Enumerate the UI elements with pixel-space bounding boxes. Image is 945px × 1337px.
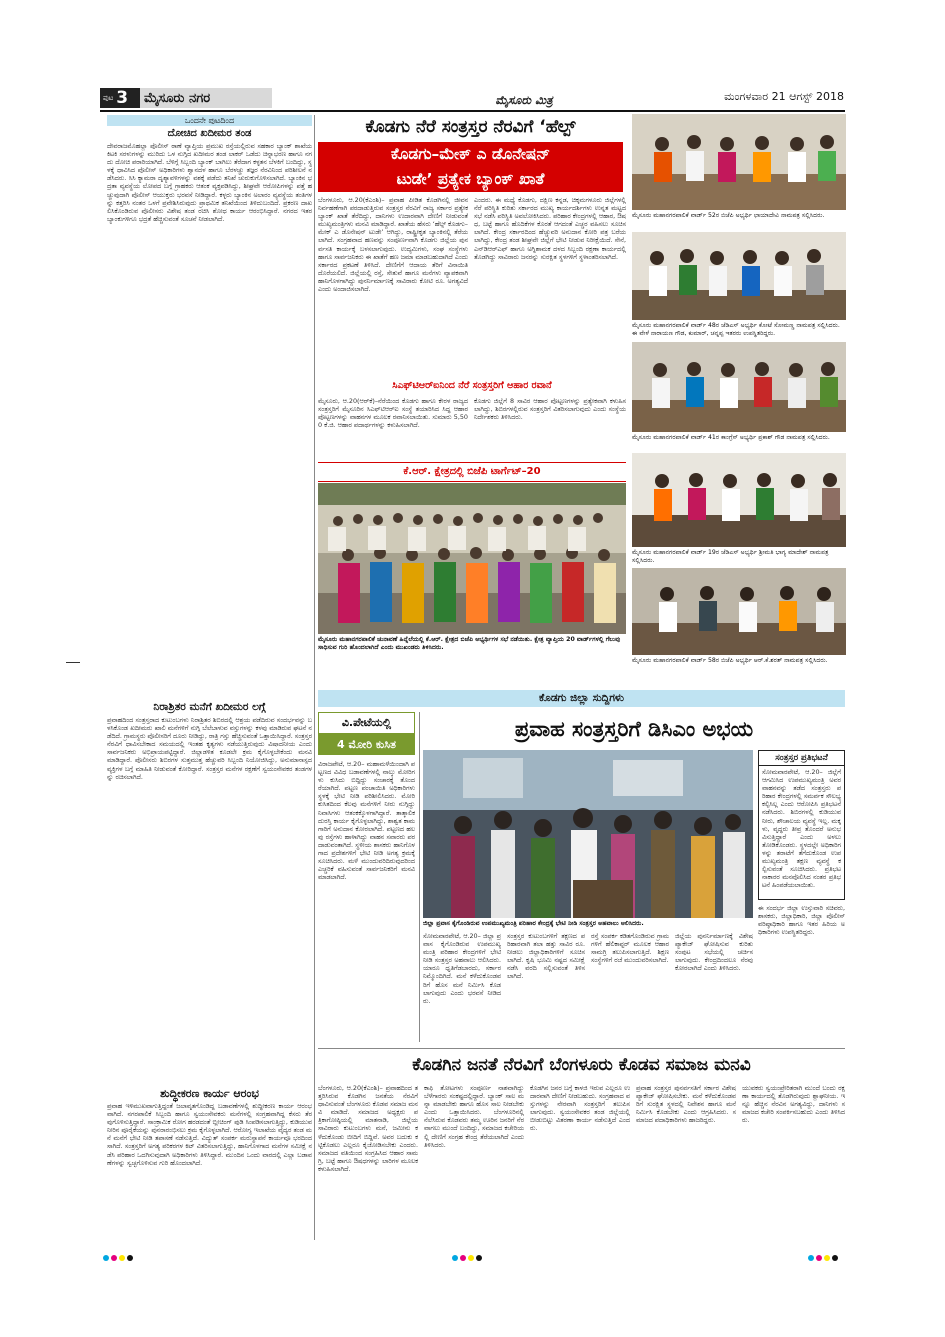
dot-cyan bbox=[103, 1255, 109, 1261]
dot-yellow bbox=[468, 1255, 474, 1261]
kodagu-news-bar bbox=[318, 690, 845, 707]
nomination-caption-1: ಮೈಸೂರು ಮಹಾನಗರಪಾಲಿಕೆ ವಾರ್ಡ್ 52ರ ಬಿಜೆಪಿ ಅಭ್ಯರ್ಥಿ ಛಾಯಾದೇವಿ ನಾಮಪತ್ರ ಸಲ್ಲಿಸಿದರು. bbox=[632, 212, 825, 219]
page-number-box bbox=[100, 88, 140, 108]
dot-magenta bbox=[816, 1255, 822, 1261]
lead-headline-3: ಟುಡೇ’ ಪ್ರತ್ಯೇಕ ಬ್ಯಾಂಕ್ ಖಾತೆ bbox=[396, 170, 545, 188]
story2-headline: ನಿರಾಶ್ರಿತರ ಮನೆಗೆ ಖದೀಮರ ಲಗ್ಗೆ bbox=[153, 701, 266, 713]
lead-body-left: ಬೆಂಗಳೂರು, ಆ.20(ಕೆಎಂಶಿ)– ಪ್ರವಾಹ ಪೀಡಿತ ಕೊಡಗಿನಲ್ಲಿ ಜೀವನ ನಿರ್ವಹಣೆಗಾಗಿ ಪರದಾಡುತ್ತಿರುವ ಸಂತ್ರಸ್ತರ ನೆರವಿಗೆ ರಾಜ್ಯ ಸರ್ಕಾರ ಪ್ರತ್ಯೇಕ ಬ್ಯಾಂಕ್ ಖಾತೆ ತೆರೆದಿದ್ದು, ದಾನಿಗಳು ಉದಾರವಾಗಿ ದೇಣಿಗೆ ನೀಡುವಂತೆ ಮುಖ್ಯಮಂತ್ರಿಗಳು ಮನವಿ ಮಾಡಿದ್ದಾರೆ. ಖಾತೆಯ ಹೆಸರು ‘ಹೆಲ್ಪ್ ಕೊಡಗು–ಮೇಕ್ ಎ ಡೊನೇಷನ್ ಟುಡೇ’ ಆಗಿದ್ದು, ರಾಷ್ಟ್ರೀಕೃತ ಬ್ಯಾಂಕಿನಲ್ಲಿ ತೆರೆಯಲಾಗಿದೆ. ಸಂಗ್ರಹವಾದ ಹಣವನ್ನು ಸಂಪೂರ್ಣವಾಗಿ ಕೊಡಗು ಜಿಲ್ಲೆಯ ಪುನರ್ವಸತಿ ಕಾರ್ಯಕ್ಕೆ ಬಳಸಲಾಗುವುದು. ಉದ್ಯಮಿಗಳು, ಸಂಘ ಸಂಸ್ಥೆಗಳು ಹಾಗೂ ಸಾರ್ವಜನಿಕರು ಈ ಖಾತೆಗೆ ಹಣ ಜಮಾ ಮಾಡಬಹುದಾಗಿದೆ ಎಂದು ಸರ್ಕಾರದ ಪ್ರಕಟಣೆ ತಿಳಿಸಿದೆ. ದೇಣಿಗೆಗೆ ಆದಾಯ ತೆರಿಗೆ ವಿನಾಯಿತಿ ದೊರೆಯಲಿದೆ. ಜಿಲ್ಲೆಯಲ್ಲಿ ರಸ್ತೆ, ಸೇತುವೆ ಹಾಗೂ ಮನೆಗಳು ವ್ಯಾಪಕವಾಗಿ ಹಾನಿಗೊಳಗಾಗಿದ್ದು ಪುನರ್ನಿರ್ಮಾಣಕ್ಕೆ ಸಾವಿರಾರು ಕೋಟಿ ರೂ. ಅಗತ್ಯವಿದೆ ಎಂದು ಅಂದಾಜಿಸಲಾಗಿದೆ. bbox=[318, 196, 468, 294]
masthead-rule bbox=[100, 110, 845, 112]
lead-headline-2: ಕೊಡಗು–ಮೇಕ್ ಎ ಡೊನೇಷನ್ bbox=[390, 145, 551, 163]
bjp-headline: ಕೆ.ಆರ್. ಕ್ಷೇತ್ರದಲ್ಲಿ ಬಿಜೆಪಿ ಟಾರ್ಗೆಟ್–20 bbox=[403, 466, 541, 477]
dcm-body-b: ಸಂತ್ರಸ್ತರ ಕುಟುಂಬಗಳಿಗೆ ತಕ್ಷಣದ ಪರಿಹಾರವಾಗಿ ತಲಾ ಹತ್ತು ಸಾವಿರ ರೂ. ನೀಡಲು ಜಿಲ್ಲಾಧಿಕಾರಿಗಳಿಗೆ ಸೂಚಿಸಲಾಗಿದೆ. ಕೃಷಿ ಭೂಮಿ ನಷ್ಟದ ಸಮೀಕ್ಷೆ ನಡೆಸಿ ವರದಿ ಸಲ್ಲಿಸುವಂತೆ ತಿಳಿಸಲಾಗಿದೆ. bbox=[507, 932, 585, 981]
virajpet-headline-1: ವಿ.ಪೇಟೆಯಲ್ಲಿ bbox=[318, 712, 415, 734]
dcm-body-c: ರಸ್ತೆ ಸಂಪರ್ಕ ಕಡಿತಗೊಂಡಿರುವ ಗ್ರಾಮಗಳಿಗೆ ಹೆಲಿಕಾಪ್ಟರ್ ಮೂಲಕ ಆಹಾರ ಸಾಮಗ್ರಿ ತಲುಪಿಸಲಾಗುತ್ತಿದೆ. ಶಿಕ್ಷಣ ಸಂಸ್ಥೆಗಳಿಗೆ ರಜೆ ಮುಂದುವರಿಸಲಾಗಿದೆ. bbox=[591, 932, 669, 965]
paper-logo: ಮೈಸೂರು ಮಿತ್ರ bbox=[495, 93, 553, 107]
bottom-col-4: ಪ್ರವಾಹ ಸಂತ್ರಸ್ತರ ಪುನರ್ವಸತಿಗೆ ಸರ್ಕಾರ ವಿಶೇಷ ಪ್ಯಾಕೇಜ್ ಘೋಷಿಸಬೇಕು. ಮನೆ ಕಳೆದುಕೊಂಡವರಿಗೆ ಸುರಕ್ಷಿತ ಸ್ಥಳದಲ್ಲಿ ನಿವೇಶನ ಹಾಗೂ ಮನೆ ನಿರ್ಮಿಸಿ ಕೊಡಬೇಕು ಎಂದು ಆಗ್ರಹಿಸಿದರು. ಸಮಾಜದ ಪದಾಧಿಕಾರಿಗಳು ಹಾಜರಿದ್ದರು. bbox=[636, 1084, 736, 1125]
dot-magenta bbox=[460, 1255, 466, 1261]
nomination-photo-4 bbox=[632, 453, 846, 547]
protest-sidebar bbox=[758, 750, 845, 900]
dcm-body-a: ಸೋಮವಾರಪೇಟೆ, ಆ.20– ಜಿಲ್ಲಾ ಪ್ರವಾಸ ಕೈಗೊಂಡಿರುವ ಉಪಮುಖ್ಯಮಂತ್ರಿ ಪರಿಹಾರ ಕೇಂದ್ರಗಳಿಗೆ ಭೇಟಿ ನೀಡಿ ಸಂತ್ರಸ್ತರ ಅಹವಾಲು ಆಲಿಸಿದರು. ಯಾರೂ ಧೃತಿಗೆಡಬಾರದು, ಸರ್ಕಾರ ನಿಮ್ಮೊಂದಿಗಿದೆ. ಮನೆ ಕಳೆದುಕೊಂಡವರಿಗೆ ಹೊಸ ಮನೆ ನಿರ್ಮಿಸಿ ಕೊಡಲಾಗುವುದು ಎಂದು ಭರವಸೆ ನೀಡಿದರು. bbox=[423, 932, 501, 1005]
dcm-headline: ಪ್ರವಾಹ ಸಂತ್ರಸ್ತರಿಗೆ ಡಿಸಿಎಂ ಅಭಯ bbox=[514, 717, 754, 741]
registration-dots-center bbox=[452, 1246, 484, 1265]
left-column bbox=[107, 115, 312, 1240]
cftri-body-right: ಕೊಡಗು ಜಿಲ್ಲೆಗೆ 8 ಸಾವಿರ ಆಹಾರ ಪೊಟ್ಟಣಗಳನ್ನು ಪ್ರತ್ಯೇಕವಾಗಿ ಕಳುಹಿಸಲಾಗಿದ್ದು, ಶಿಬಿರಗಳಲ್ಲಿರುವ ಸಂತ್ರಸ್ತರಿಗೆ ವಿತರಿಸಲಾಗುವುದು ಎಂದು ಸಂಸ್ಥೆಯ ನಿರ್ದೇಶಕರು ತಿಳಿಸಿದರು. bbox=[474, 397, 626, 422]
bottom-col-1: ಬೆಂಗಳೂರು, ಆ.20(ಕೆಎಂಶಿ)– ಪ್ರವಾಹದಿಂದ ತತ್ತರಿಸಿರುವ ಕೊಡಗಿನ ಜನತೆಯ ನೆರವಿಗೆ ಧಾವಿಸುವಂತೆ ಬೆಂಗಳೂರು ಕೊಡವ ಸಮಾಜ ಮನವಿ ಮಾಡಿದೆ. ಸಮಾಜದ ಅಧ್ಯಕ್ಷರು ಪತ್ರಿಕಾಗೋಷ್ಠಿಯಲ್ಲಿ ಮಾತನಾಡಿ, ಜಿಲ್ಲೆಯ ಸಾವಿರಾರು ಕುಟುಂಬಗಳು ಮನೆ, ಜಮೀನು ಕಳೆದುಕೊಂಡು ಬೀದಿಗೆ ಬಿದ್ದಿವೆ. ಅವರ ಬದುಕು ಕಟ್ಟಿಕೊಡಲು ಎಲ್ಲರೂ ಕೈಜೋಡಿಸಬೇಕು ಎಂದರು. ಸಮಾಜದ ವತಿಯಿಂದ ಸಂಗ್ರಹಿಸಿದ ಆಹಾರ ಸಾಮಗ್ರಿ, ಬಟ್ಟೆ ಹಾಗೂ ಔಷಧಗಳನ್ನು ಲಾರಿಗಳ ಮೂಲಕ ಕಳುಹಿಸಲಾಗಿದೆ. bbox=[318, 1084, 418, 1173]
registration-dots-right bbox=[808, 1246, 840, 1265]
dot-black bbox=[127, 1255, 133, 1261]
bottom-col-2: ಕಾಫಿ ತೋಟಗಳು ಸಂಪೂರ್ಣ ನಾಶವಾಗಿದ್ದು ಬೆಳೆಗಾರರು ಸಂಕಷ್ಟದಲ್ಲಿದ್ದಾರೆ. ಬ್ಯಾಂಕ್ ಸಾಲ ಮನ್ನಾ ಮಾಡಬೇಕು ಹಾಗೂ ಹೊಸ ಸಾಲ ನೀಡಬೇಕು ಎಂದು ಒತ್ತಾಯಿಸಿದರು. ಬೆಂಗಳೂರಿನಲ್ಲಿ ನೆಲೆಸಿರುವ ಕೊಡವರು ತಮ್ಮ ಊರಿನ ಜನರಿಗೆ ನೆರವಾಗಲು ಮುಂದೆ ಬಂದಿದ್ದು, ಸಮಾಜದ ಕಚೇರಿಯಲ್ಲಿ ದೇಣಿಗೆ ಸಂಗ್ರಹ ಕೇಂದ್ರ ತೆರೆಯಲಾಗಿದೆ ಎಂದು ತಿಳಿಸಿದರು. bbox=[424, 1084, 524, 1149]
bjp-group-photo bbox=[318, 483, 626, 634]
lead-body-right: ಎಂದರು. ಈ ಮಧ್ಯೆ ಕೊಡಗು, ದಕ್ಷಿಣ ಕನ್ನಡ, ಚಿಕ್ಕಮಗಳೂರು ಜಿಲ್ಲೆಗಳಲ್ಲಿ ನೆರೆ ಪರಿಸ್ಥಿತಿ ಕುರಿತು ಸರ್ಕಾರದ ಮುಖ್ಯ ಕಾರ್ಯದರ್ಶಿಗಳು ಉನ್ನತ ಮಟ್ಟದ ಸಭೆ ನಡೆಸಿ ಪರಿಸ್ಥಿತಿ ಅವಲೋಕಿಸಿದರು. ಪರಿಹಾರ ಕೇಂದ್ರಗಳಲ್ಲಿ ಆಹಾರ, ಔಷಧ, ಬಟ್ಟೆ ಹಾಗೂ ಹೊದಿಕೆಗಳ ಕೊರತೆ ಆಗದಂತೆ ಎಚ್ಚರ ವಹಿಸಲು ಸೂಚಿಸಲಾಗಿದೆ. ಕೇಂದ್ರ ಸರ್ಕಾರದಿಂದ ಹೆಚ್ಚುವರಿ ಅನುದಾನ ಕೋರಿ ಪತ್ರ ಬರೆಯಲಾಗಿದ್ದು, ಕೇಂದ್ರ ತಂಡ ಶೀಘ್ರವೇ ಜಿಲ್ಲೆಗೆ ಭೇಟಿ ನೀಡುವ ನಿರೀಕ್ಷೆಯಿದೆ. ಸೇನೆ, ಎನ್‌ಡಿಆರ್‌ಎಫ್ ಹಾಗೂ ಅಗ್ನಿಶಾಮಕ ದಳದ ಸಿಬ್ಬಂದಿ ರಕ್ಷಣಾ ಕಾರ್ಯದಲ್ಲಿ ತೊಡಗಿದ್ದು ಸಾವಿರಾರು ಜನರನ್ನು ಸುರಕ್ಷಿತ ಸ್ಥಳಗಳಿಗೆ ಸ್ಥಳಾಂತರಿಸಲಾಗಿದೆ. bbox=[474, 196, 626, 261]
section-title-box bbox=[140, 88, 272, 108]
page-label: ಪುಟ bbox=[103, 93, 114, 102]
story2-body: ಪ್ರವಾಹದಿಂದ ಸಂತ್ರಸ್ತರಾದ ಕುಟುಂಬಗಳು ನಿರಾಶ್ರಿತರ ಶಿಬಿರದಲ್ಲಿ ಆಶ್ರಯ ಪಡೆದಿರುವ ಸಂದರ್ಭವನ್ನು ಬಳಸಿಕೊಂಡ ಖದೀಮರು ಖಾಲಿ ಮನೆಗಳಿಗೆ ನುಗ್ಗಿ ಬೆಲೆಬಾಳುವ ವಸ್ತುಗಳನ್ನು ಕಳವು ಮಾಡಿರುವ ಘಟನೆ ನಡೆದಿದೆ. ಗ್ರಾಮಸ್ಥರು ಪೊಲೀಸರಿಗೆ ದೂರು ನೀಡಿದ್ದು, ರಾತ್ರಿ ಗಸ್ತು ಹೆಚ್ಚಿಸುವಂತೆ ಒತ್ತಾಯಿಸಿದ್ದಾರೆ. ಸಂತ್ರಸ್ತರ ನೆರವಿಗೆ ಧಾವಿಸಬೇಕಾದ ಸಮಯದಲ್ಲಿ ಇಂತಹ ಕೃತ್ಯಗಳು ನಡೆಯುತ್ತಿರುವುದು ವಿಷಾದನೀಯ ಎಂದು ಸಾರ್ವಜನಿಕರು ಅಭಿಪ್ರಾಯಪಟ್ಟಿದ್ದಾರೆ. ಜಿಲ್ಲಾಡಳಿತ ಕೂಡಲೇ ಕ್ರಮ ಕೈಗೊಳ್ಳಬೇಕೆಂದು ಮನವಿ ಮಾಡಿದ್ದಾರೆ. ಪೊಲೀಸರು ಶಿಬಿರಗಳ ಸುತ್ತಮುತ್ತ ಹೆಚ್ಚುವರಿ ಸಿಬ್ಬಂದಿ ನಿಯೋಜಿಸಿದ್ದು, ಅನುಮಾನಾಸ್ಪದ ವ್ಯಕ್ತಿಗಳ ಬಗ್ಗೆ ಮಾಹಿತಿ ನೀಡುವಂತೆ ಕೋರಿದ್ದಾರೆ. ಸಂತ್ರಸ್ತರ ಮನೆಗಳ ರಕ್ಷಣೆಗೆ ಸ್ವಯಂಸೇವಕರ ತಂಡಗಳನ್ನು ರಚಿಸಲಾಗಿದೆ. bbox=[107, 716, 312, 781]
nomination-caption-4: ಮೈಸೂರು ಮಹಾನಗರಪಾಲಿಕೆ ವಾರ್ಡ್ 19ರ ಜೆಡಿಎಸ್ ಅಭ್ಯರ್ಥಿ ಶ್ರೀಮತಿ ಭಾಗ್ಯ ಮಾದೇಶ್ ನಾಮಪತ್ರ ಸಲ್ಲಿಸಿದರು. bbox=[632, 549, 829, 564]
protest-sidebar-headline: ಸಂತ್ರಸ್ತರ ಪ್ರತಿಭಟನೆ bbox=[759, 751, 844, 766]
nomination-photo-2 bbox=[632, 232, 846, 320]
dot-black bbox=[476, 1255, 482, 1261]
story1-body: ದೇವರಾಜಮೊಹಲ್ಲಾ ಪೊಲೀಸ್ ಠಾಣೆ ವ್ಯಾಪ್ತಿಯ ಪ್ರಮುಖ ರಸ್ತೆಯಲ್ಲಿರುವ ಸಹಕಾರ ಬ್ಯಾಂಕ್ ಶಾಖೆಯ ಕಿಟಕಿ ಸರಳುಗಳನ್ನು ಮುರಿದು ಒಳ ನುಗ್ಗಿದ ಖದೀಮರ ತಂಡ ಲಾಕರ್ ಒಡೆದು ಚಿನ್ನಾಭರಣ ಹಾಗೂ ನಗದು ದೋಚಿ ಪರಾರಿಯಾಗಿದೆ. ಬೆಳಿಗ್ಗೆ ಸಿಬ್ಬಂದಿ ಬ್ಯಾಂಕ್ ಬಾಗಿಲು ತೆರೆದಾಗ ಕಳ್ಳತನ ಬೆಳಕಿಗೆ ಬಂದಿದ್ದು, ಸ್ಥಳಕ್ಕೆ ಧಾವಿಸಿದ ಪೊಲೀಸ್ ಅಧಿಕಾರಿಗಳು ಶ್ವಾನದಳ ಹಾಗೂ ಬೆರಳಚ್ಚು ತಜ್ಞರ ನೆರವಿನಿಂದ ಪರಿಶೀಲನೆ ನಡೆಸಿದರು. ಸಿಸಿ ಕ್ಯಾಮರಾ ದೃಶ್ಯಾವಳಿಗಳನ್ನು ವಶಕ್ಕೆ ಪಡೆದು ತನಿಖೆ ಚುರುಕುಗೊಳಿಸಲಾಗಿದೆ. ಬ್ಯಾಂಕಿನ ಭದ್ರತಾ ವ್ಯವಸ್ಥೆಯ ಲೋಪದ ಬಗ್ಗೆ ಗ್ರಾಹಕರು ಆತಂಕ ವ್ಯಕ್ತಪಡಿಸಿದ್ದು, ಶೀಘ್ರವೇ ಆರೋಪಿಗಳನ್ನು ಪತ್ತೆ ಹಚ್ಚುವುದಾಗಿ ಪೊಲೀಸ್ ಆಯುಕ್ತರು ಭರವಸೆ ನೀಡಿದ್ದಾರೆ. ಕಳ್ಳರು ಬ್ಯಾಂಕಿನ ಅಲಾರಂ ವ್ಯವಸ್ಥೆಯ ತಂತಿಗಳನ್ನು ಕತ್ತರಿಸಿ ನಂತರ ಒಳಗೆ ಪ್ರವೇಶಿಸಿರುವುದು ಪ್ರಾಥಮಿಕ ತನಿಖೆಯಿಂದ ತಿಳಿದುಬಂದಿದೆ. ಪ್ರಕರಣ ದಾಖಲಿಸಿಕೊಂಡಿರುವ ಪೊಲೀಸರು ವಿಶೇಷ ತಂಡ ರಚಿಸಿ ಶೋಧ ಕಾರ್ಯ ಆರಂಭಿಸಿದ್ದಾರೆ. ನಗರದ ಇತರ ಬ್ಯಾಂಕುಗಳಿಗೂ ಭದ್ರತೆ ಹೆಚ್ಚಿಸುವಂತೆ ಸೂಚನೆ ನೀಡಲಾಗಿದೆ. bbox=[107, 142, 312, 223]
bjp-headline-bar bbox=[318, 462, 626, 482]
cftri-body-left: ಮೈಸೂರು, ಆ.20(ಆರ್‌ಕೆ)–ನೆರೆಯಿಂದ ಕೊಡಗು ಹಾಗೂ ಕೇರಳ ರಾಜ್ಯದ ಸಂತ್ರಸ್ತರಿಗೆ ಮೈಸೂರಿನ ಸಿಎಫ್‌ಟಿಆರ್‌ಐ ಸಂಸ್ಥೆ ತಯಾರಿಸಿದ ಸಿದ್ಧ ಆಹಾರ ಪೊಟ್ಟಣಗಳನ್ನು ವಾಹನಗಳ ಮೂಲಕ ರವಾನಿಸಲಾಯಿತು. ಸುಮಾರು 5,500 ಕೆ.ಜಿ. ಆಹಾರ ಪದಾರ್ಥಗಳನ್ನು ಕಳುಹಿಸಲಾಗಿದೆ. bbox=[318, 397, 468, 430]
registration-dots-left bbox=[103, 1246, 135, 1265]
column-rule-left bbox=[314, 115, 315, 1240]
story3-headline: ಶುದ್ಧೀಕರಣ ಕಾರ್ಯ ಆರಂಭ bbox=[160, 1087, 259, 1100]
virajpet-body: ವಿರಾಜಪೇಟೆ, ಆ.20– ಮಹಾಮಳೆಯಿಂದಾಗಿ ಪಟ್ಟಣದ ವಿವಿಧ ಬಡಾವಣೆಗಳಲ್ಲಿ ನಾಲ್ಕು ಮೋರಿಗಳು ಕುಸಿದು ಬಿದ್ದಿದ್ದು ಸಂಚಾರಕ್ಕೆ ತೊಂದರೆಯಾಗಿದೆ. ಪಟ್ಟಣ ಪಂಚಾಯಿತಿ ಅಧಿಕಾರಿಗಳು ಸ್ಥಳಕ್ಕೆ ಭೇಟಿ ನೀಡಿ ಪರಿಶೀಲಿಸಿದರು. ಮೋರಿ ಕುಸಿತದಿಂದ ಕೆಲವು ಮನೆಗಳಿಗೆ ನೀರು ನುಗ್ಗಿದ್ದು ನಿವಾಸಿಗಳು ಆತಂಕಕ್ಕೊಳಗಾಗಿದ್ದಾರೆ. ತಾತ್ಕಾಲಿಕ ದುರಸ್ತಿ ಕಾರ್ಯ ಕೈಗೊಳ್ಳಲಾಗಿದ್ದು, ಶಾಶ್ವತ ಕಾಮಗಾರಿಗೆ ಅನುದಾನ ಕೋರಲಾಗಿದೆ. ಪಟ್ಟಣದ ಹಲವು ರಸ್ತೆಗಳು ಹಾಳಾಗಿದ್ದು ವಾಹನ ಸವಾರರು ಪರದಾಡುವಂತಾಗಿದೆ. ಸ್ಥಳೀಯ ಶಾಸಕರು ಹಾನಿಗೊಳಗಾದ ಪ್ರದೇಶಗಳಿಗೆ ಭೇಟಿ ನೀಡಿ ಅಗತ್ಯ ಕ್ರಮಕ್ಕೆ ಸೂಚಿಸಿದರು. ಮಳೆ ಮುಂದುವರಿದಿರುವುದರಿಂದ ಎಚ್ಚರಿಕೆ ವಹಿಸುವಂತೆ ಸಾರ್ವಜನಿಕರಿಗೆ ಮನವಿ ಮಾಡಲಾಗಿದೆ. bbox=[318, 760, 415, 882]
bottom-col-5: ಯುವಕರು ಸ್ವಯಂಪ್ರೇರಿತರಾಗಿ ಮುಂದೆ ಬಂದು ರಕ್ಷಣಾ ಕಾರ್ಯದಲ್ಲಿ ತೊಡಗಿರುವುದು ಶ್ಲಾಘನೀಯ. ಇನ್ನೂ ಹೆಚ್ಚಿನ ನೆರವಿನ ಅಗತ್ಯವಿದ್ದು, ದಾನಿಗಳು ಸಮಾಜದ ಕಚೇರಿ ಸಂಪರ್ಕಿಸಬಹುದು ಎಂದು ತಿಳಿಸಿದರು. bbox=[742, 1084, 845, 1125]
kodagu-news-bar-label: ಕೊಡಗು ಜಿಲ್ಲಾ ಸುದ್ದಿಗಳು bbox=[538, 692, 625, 704]
dot-cyan bbox=[808, 1255, 814, 1261]
bjp-photo-caption: ಮೈಸೂರು ಮಹಾನಗರಪಾಲಿಕೆ ಚುನಾವಣೆ ಹಿನ್ನೆಲೆಯಲ್ಲಿ ಕೆ.ಆರ್. ಕ್ಷೇತ್ರದ ಬಿಜೆಪಿ ಅಭ್ಯರ್ಥಿಗಳ ಸಭೆ ನಡೆಯಿತು. ಕ್ಷೇತ್ರ ವ್ಯಾಪ್ತಿಯ 20 ವಾರ್ಡ್‌ಗಳಲ್ಲಿ ಗೆಲುವು ಸಾಧಿಸುವ ಗುರಿ ಹೊಂದಲಾಗಿದೆ ಎಂದು ಮುಖಂಡರು ತಿಳಿಸಿದರು. bbox=[318, 636, 621, 651]
right-photo-column bbox=[632, 114, 846, 674]
virajpet-headline-2: 4 ಮೋರಿ ಕುಸಿತ bbox=[318, 734, 415, 755]
dot-cyan bbox=[452, 1255, 458, 1261]
column-rule-kodagu bbox=[419, 712, 420, 1042]
virajpet-headline-box bbox=[318, 712, 415, 756]
bottom-col-3: ಕೊಡಗಿನ ಜನರ ಬಗ್ಗೆ ಕಾಳಜಿ ಇರುವ ಎಲ್ಲರೂ ಉದಾರವಾಗಿ ದೇಣಿಗೆ ನೀಡಬಹುದು. ಸಂಗ್ರಹವಾದ ವಸ್ತುಗಳನ್ನು ನೇರವಾಗಿ ಸಂತ್ರಸ್ತರಿಗೆ ತಲುಪಿಸಲಾಗುವುದು. ಸ್ವಯಂಸೇವಕರ ತಂಡ ಜಿಲ್ಲೆಯಲ್ಲಿ ಬೀಡುಬಿಟ್ಟು ವಿತರಣಾ ಕಾರ್ಯ ನಡೆಸುತ್ತಿದೆ ಎಂದರು. bbox=[530, 1084, 630, 1133]
bottom-rule bbox=[318, 1048, 845, 1049]
continued-banner: ಒಂದನೇ ಪುಟದಿಂದ bbox=[107, 115, 312, 126]
margin-mark bbox=[66, 662, 80, 663]
page-number: 3 bbox=[116, 88, 129, 108]
protest-sidebar-body: ಸೋಮವಾರಪೇಟೆ, ಆ.20– ಜಿಲ್ಲೆಗೆ ಆಗಮಿಸಿದ ಉಪಮುಖ್ಯಮಂತ್ರಿ ಅವರ ವಾಹನವನ್ನು ತಡೆದ ಸಂತ್ರಸ್ತರು ಪರಿಹಾರ ಕೇಂದ್ರಗಳಲ್ಲಿ ಸಮರ್ಪಕ ಸೌಲಭ್ಯ ಕಲ್ಪಿಸಿಲ್ಲ ಎಂದು ಆರೋಪಿಸಿ ಪ್ರತಿಭಟನೆ ನಡೆಸಿದರು. ಶಿಬಿರಗಳಲ್ಲಿ ಕುಡಿಯುವ ನೀರು, ಶೌಚಾಲಯ ವ್ಯವಸ್ಥೆ ಇಲ್ಲ. ಮಕ್ಕಳು, ವೃದ್ಧರು ತೀವ್ರ ತೊಂದರೆ ಅನುಭವಿಸುತ್ತಿದ್ದಾರೆ ಎಂದು ಅಳಲು ತೋಡಿಕೊಂಡರು. ಸ್ಥಳದಲ್ಲೇ ಅಧಿಕಾರಿಗಳನ್ನು ತರಾಟೆಗೆ ತೆಗೆದುಕೊಂಡ ಉಪಮುಖ್ಯಮಂತ್ರಿ ತಕ್ಷಣ ವ್ಯವಸ್ಥೆ ಕಲ್ಪಿಸುವಂತೆ ಸೂಚಿಸಿದರು. ಪ್ರತಿಭಟನಾಕಾರರ ಮನವೊಲಿಸಿದ ನಂತರ ಪ್ರತಿಭಟನೆ ಹಿಂಪಡೆಯಲಾಯಿತು. bbox=[762, 768, 841, 890]
story1-headline: ದೋಚಿದ ಖದೀಮರ ತಂಡ bbox=[167, 128, 252, 139]
protest-sidebar-tail: ಈ ಸಂದರ್ಭ ಜಿಲ್ಲಾ ಉಸ್ತುವಾರಿ ಸಚಿವರು, ಶಾಸಕರು, ಜಿಲ್ಲಾಧಿಕಾರಿ, ಜಿಲ್ಲಾ ಪೊಲೀಸ್ ವರಿಷ್ಠಾಧಿಕಾರಿ ಹಾಗೂ ಇತರ ಹಿರಿಯ ಅಧಿಕಾರಿಗಳು ಉಪಸ್ಥಿತರಿದ್ದರು. bbox=[758, 904, 845, 937]
nomination-photo-5 bbox=[632, 568, 846, 655]
dot-black bbox=[832, 1255, 838, 1261]
section-title: ಮೈಸೂರು ನಗರ bbox=[144, 90, 211, 106]
masthead bbox=[100, 88, 845, 112]
dcm-photo-caption: ಜಿಲ್ಲಾ ಪ್ರವಾಸ ಕೈಗೊಂಡಿರುವ ಉಪಮುಖ್ಯಮಂತ್ರಿ ಪರಿಹಾರ ಕೇಂದ್ರಕ್ಕೆ ಭೇಟಿ ನೀಡಿ ಸಂತ್ರಸ್ತರ ಅಹವಾಲು ಆಲಿಸಿದರು. bbox=[423, 920, 644, 927]
bottom-headline: ಕೊಡಗಿನ ಜನತೆ ನೆರವಿಗೆ ಬೆಂಗಳೂರು ಕೊಡವ ಸಮಾಜ ಮನವಿ bbox=[412, 1055, 751, 1075]
nomination-caption-5: ಮೈಸೂರು ಮಹಾನಗರಪಾಲಿಕೆ ವಾರ್ಡ್ 58ರ ಬಿಜೆಪಿ ಅಭ್ಯರ್ಥಿ ಆರ್.ಕೆ.ಶರತ್ ನಾಮಪತ್ರ ಸಲ್ಲಿಸಿದರು. bbox=[632, 657, 828, 664]
issue-date: ಮಂಗಳವಾರ 21 ಆಗಸ್ಟ್ 2018 bbox=[724, 90, 844, 103]
dcm-visit-photo bbox=[423, 750, 753, 918]
story3-body: ಪ್ರವಾಹ ಇಳಿಮುಖವಾಗುತ್ತಿದ್ದಂತೆ ಜಲಾವೃತಗೊಂಡಿದ್ದ ಬಡಾವಣೆಗಳಲ್ಲಿ ಶುದ್ಧೀಕರಣ ಕಾರ್ಯ ಆರಂಭವಾಗಿದೆ. ನಗರಪಾಲಿಕೆ ಸಿಬ್ಬಂದಿ ಹಾಗೂ ಸ್ವಯಂಸೇವಕರು ಮನೆಗಳಲ್ಲಿ ಸಂಗ್ರಹವಾಗಿದ್ದ ಕೆಸರು ತೆರವುಗೊಳಿಸುತ್ತಿದ್ದಾರೆ. ಸಾಂಕ್ರಾಮಿಕ ರೋಗ ಹರಡದಂತೆ ಬ್ಲೀಚಿಂಗ್ ಪುಡಿ ಸಿಂಪಡಿಸಲಾಗುತ್ತಿದ್ದು, ಕುಡಿಯುವ ನೀರಿನ ಪೂರೈಕೆಯನ್ನು ಪುನರಾರಂಭಿಸಲು ಕ್ರಮ ಕೈಗೊಳ್ಳಲಾಗಿದೆ. ಆರೋಗ್ಯ ಇಲಾಖೆಯ ವೈದ್ಯರ ತಂಡ ಮನೆ ಮನೆಗೆ ಭೇಟಿ ನೀಡಿ ತಪಾಸಣೆ ನಡೆಸುತ್ತಿದೆ. ವಿದ್ಯುತ್ ಸಂಪರ್ಕ ಮರುಸ್ಥಾಪನೆ ಕಾರ್ಯವೂ ಭರದಿಂದ ಸಾಗಿದೆ. ಸಂತ್ರಸ್ತರಿಗೆ ಅಗತ್ಯ ಪರಿಕರಗಳ ಕಿಟ್ ವಿತರಿಸಲಾಗುತ್ತಿದ್ದು, ಹಾನಿಗೊಳಗಾದ ಮನೆಗಳ ಸಮೀಕ್ಷೆ ನಡೆಸಿ ಪರಿಹಾರ ಒದಗಿಸುವುದಾಗಿ ಅಧಿಕಾರಿಗಳು ತಿಳಿಸಿದ್ದಾರೆ. ಮುಂದಿನ ಒಂದು ವಾರದಲ್ಲಿ ಎಲ್ಲಾ ಬಡಾವಣೆಗಳನ್ನು ಸ್ವಚ್ಛಗೊಳಿಸುವ ಗುರಿ ಹೊಂದಲಾಗಿದೆ. bbox=[107, 1102, 312, 1167]
nomination-photo-3 bbox=[632, 342, 846, 432]
cftri-headline: ಸಿಎಫ್‌ಟಿಆರ್‌ಐನಿಂದ ನೆರೆ ಸಂತ್ರಸ್ತರಿಗೆ ಆಹಾರ ರವಾನೆ bbox=[392, 380, 552, 391]
nomination-caption-2: ಮೈಸೂರು ಮಹಾನಗರಪಾಲಿಕೆ ವಾರ್ಡ್ 48ರ ಜೆಡಿಎಸ್ ಅಭ್ಯರ್ಥಿ ಕೋಟೆ ಸೋಮಣ್ಣ ನಾಮಪತ್ರ ಸಲ್ಲಿಸಿದರು. ಈ ವೇಳೆ ನಾರಾಯಣ ಗೌಡ, ಕುಮಾರ್, ಚನ್ನಪ್ಪ ಇತರರು ಉಪಸ್ಥಿತರಿದ್ದರು. bbox=[632, 322, 840, 337]
dot-yellow bbox=[119, 1255, 125, 1261]
nomination-photo-1 bbox=[632, 114, 846, 210]
lead-headline-1: ಕೊಡಗು ನೆರೆ ಸಂತ್ರಸ್ತರ ನೆರವಿಗೆ ‘ಹೆಲ್ಪ್ bbox=[365, 117, 576, 137]
lead-headline-2-box bbox=[318, 142, 623, 192]
dot-magenta bbox=[111, 1255, 117, 1261]
dot-yellow bbox=[824, 1255, 830, 1261]
nomination-caption-3: ಮೈಸೂರು ಮಹಾನಗರಪಾಲಿಕೆ ವಾರ್ಡ್ 41ರ ಕಾಂಗ್ರೆಸ್ ಅಭ್ಯರ್ಥಿ ಪ್ರಕಾಶ್ ಗೌಡ ನಾಮಪತ್ರ ಸಲ್ಲಿಸಿದರು. bbox=[632, 434, 830, 441]
dcm-body-d: ಜಿಲ್ಲೆಯ ಪುನರ್ನಿರ್ಮಾಣಕ್ಕೆ ವಿಶೇಷ ಪ್ಯಾಕೇಜ್ ಘೋಷಿಸುವ ಕುರಿತು ಸಂಪುಟ ಸಭೆಯಲ್ಲಿ ಚರ್ಚಿಸಲಾಗುವುದು. ಕೇಂದ್ರದಿಂದಲೂ ನೆರವು ಕೋರಲಾಗಿದೆ ಎಂದು ತಿಳಿಸಿದರು. bbox=[675, 932, 753, 973]
